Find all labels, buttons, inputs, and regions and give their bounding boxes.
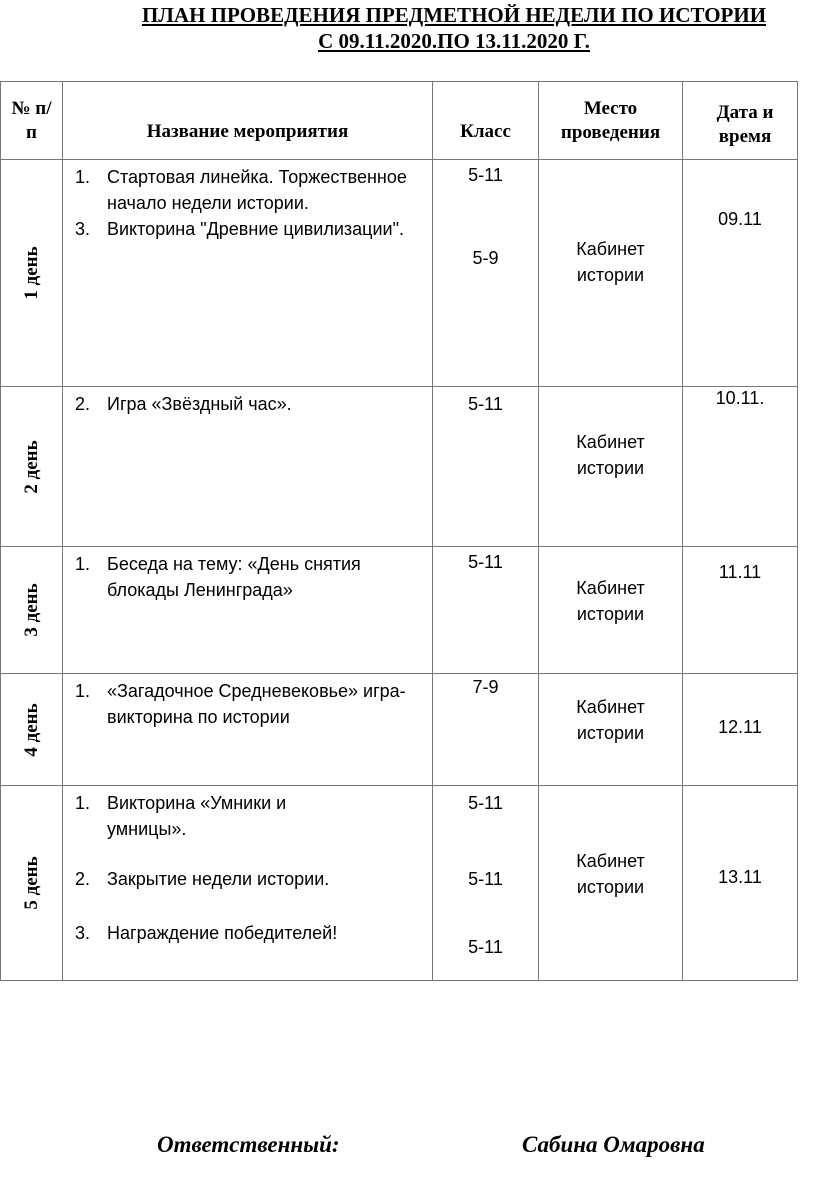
place-value: Кабинет истории <box>576 432 645 478</box>
day-cell <box>1 387 63 547</box>
day-cell <box>1 547 63 674</box>
event-text: Игра «Звёздный час». <box>107 394 292 414</box>
class-cell <box>433 674 539 786</box>
event-cell <box>63 674 433 786</box>
responsible-name: Сабина Омаровна <box>522 1132 705 1157</box>
list-item <box>73 866 426 892</box>
class-value: 5-11 <box>468 937 503 957</box>
event-text: Викторина "Древние цивилизации". <box>107 219 404 239</box>
event-number: 3. <box>75 923 91 943</box>
date-cell <box>683 387 798 547</box>
class-value: 5-11 <box>468 793 503 813</box>
place-value: Кабинет истории <box>576 239 645 285</box>
day-cell <box>1 786 63 981</box>
class-value: 5-11 <box>468 869 503 889</box>
event-number: 2. <box>75 869 91 889</box>
day-label: 5 день <box>20 856 42 910</box>
day-label: 3 день <box>20 583 42 637</box>
list-item <box>73 790 426 842</box>
day-label: 2 день <box>20 439 42 494</box>
event-number: 3. <box>75 219 91 239</box>
event-cell <box>63 786 433 981</box>
list-item <box>73 216 426 242</box>
event-text: «Загадочное Средневековье» игра-викторина по истории <box>107 681 406 727</box>
list-item <box>73 551 426 603</box>
event-text: Беседа на тему: «День снятия блокады Ленинграда» <box>107 554 361 600</box>
table-row <box>1 786 798 981</box>
table-row <box>1 160 798 387</box>
place-value: Кабинет истории <box>576 578 645 624</box>
date-value: 11.11 <box>718 562 762 582</box>
table-row <box>1 674 798 786</box>
day-cell <box>1 160 63 387</box>
event-cell <box>63 547 433 674</box>
event-cell <box>63 387 433 547</box>
event-number: 1. <box>75 681 91 701</box>
header-num: № п/п <box>1 82 63 160</box>
title-line-1: ПЛАН ПРОВЕДЕНИЯ ПРЕДМЕТНОЙ НЕДЕЛИ ПО ИСТОРИИ <box>141 3 767 27</box>
header-event: Название мероприятия <box>63 82 433 160</box>
list-item <box>73 391 426 417</box>
class-value: 5-11 <box>468 165 503 185</box>
place-cell <box>539 786 683 981</box>
event-number: 1. <box>75 554 91 574</box>
table-row <box>1 547 798 674</box>
document-title <box>0 2 816 54</box>
date-cell <box>683 547 798 674</box>
date-cell <box>683 160 798 387</box>
place-cell <box>539 387 683 547</box>
place-cell <box>539 547 683 674</box>
event-text: Награждение победителей! <box>107 923 338 943</box>
day-label: 1 день <box>20 246 42 300</box>
event-number: 2. <box>75 394 91 414</box>
list-item <box>73 678 426 730</box>
event-plan-table <box>0 81 798 981</box>
header-place: Место проведения <box>539 82 683 160</box>
date-value: 12.11 <box>718 717 762 737</box>
table-header-row <box>1 82 798 160</box>
header-date: Дата и время <box>683 82 798 160</box>
list-item <box>73 164 426 216</box>
date-value: 10.11. <box>715 388 765 408</box>
place-cell <box>539 674 683 786</box>
place-value: Кабинет истории <box>576 697 645 743</box>
header-class: Класс <box>433 82 539 160</box>
class-cell <box>433 547 539 674</box>
place-cell <box>539 160 683 387</box>
class-value: 5-11 <box>468 552 503 572</box>
date-cell <box>683 786 798 981</box>
event-text: Закрытие недели истории. <box>107 869 330 889</box>
class-cell <box>433 387 539 547</box>
title-line-2: С 09.11.2020.ПО 13.11.2020 Г. <box>318 29 590 53</box>
date-cell <box>683 674 798 786</box>
date-value: 09.11 <box>718 209 762 229</box>
event-number: 1. <box>75 793 91 813</box>
event-number: 1. <box>75 167 91 187</box>
class-value: 5-9 <box>472 248 499 268</box>
place-value: Кабинет истории <box>576 851 645 897</box>
day-cell <box>1 674 63 786</box>
date-value: 13.11 <box>718 867 762 887</box>
responsible-label: Ответственный: <box>157 1132 340 1157</box>
class-cell <box>433 160 539 387</box>
list-item <box>73 920 426 946</box>
event-text: Викторина «Умники и умницы». <box>107 793 287 839</box>
event-text: Стартовая линейка. Торжественное начало недели истории. <box>107 167 407 213</box>
table-row <box>1 387 798 547</box>
class-cell <box>433 786 539 981</box>
class-value: 7-9 <box>472 677 499 697</box>
day-label: 4 день <box>20 702 42 757</box>
event-cell <box>63 160 433 387</box>
class-value: 5-11 <box>468 394 503 414</box>
